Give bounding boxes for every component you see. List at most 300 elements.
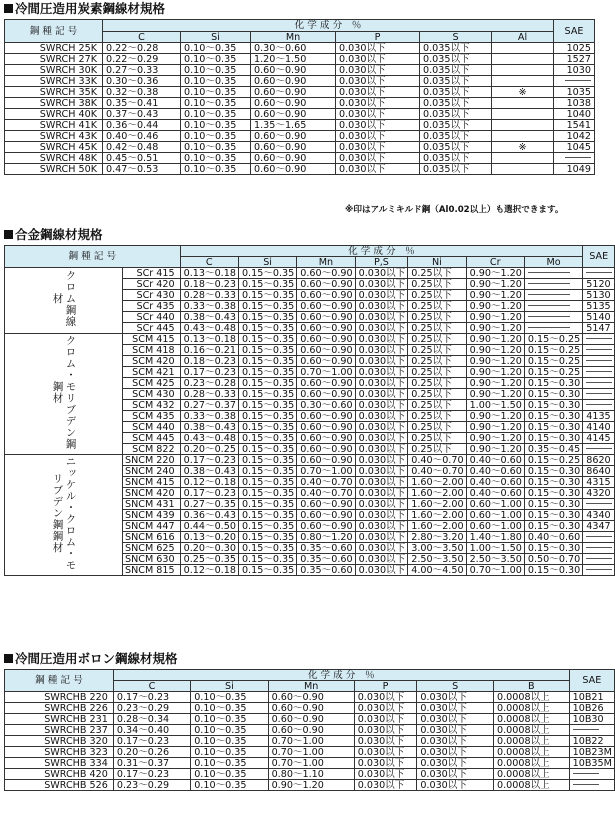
- chem-value: 0.40～0.70: [408, 466, 466, 477]
- steel-grade: SCM 430: [123, 389, 181, 400]
- steel-grade: SCr 420: [123, 279, 181, 290]
- mo-value: [524, 323, 582, 334]
- col-header-p: P: [354, 681, 417, 692]
- dash-line: [586, 382, 612, 383]
- chem-value: 0.90～1.20: [466, 312, 524, 323]
- table-row: [5, 725, 615, 736]
- col-header-mn: Mn: [297, 257, 355, 268]
- mo-value: 0.15～0.30: [524, 433, 582, 444]
- col-header-name: 鋼 種 記 号: [5, 670, 114, 692]
- steel-grade: SNCM 447: [123, 521, 181, 532]
- chem-value: 0.90～1.20: [466, 334, 524, 345]
- al-mark: [492, 109, 554, 120]
- chem-value: 0.030以下: [354, 703, 417, 714]
- chem-value: 0.030以下: [355, 312, 408, 323]
- chem-value: 0.17～0.23: [180, 367, 238, 378]
- table-row: [5, 692, 615, 703]
- sae-value: [583, 565, 615, 576]
- chem-value: 0.10～0.35: [191, 780, 268, 791]
- chem-value: 0.43～0.48: [180, 323, 238, 334]
- chem-value: 0.70～1.00: [297, 367, 355, 378]
- sae-value: 1045: [554, 142, 595, 153]
- chem-value: 0.90～1.20: [466, 433, 524, 444]
- al-mark: [492, 120, 554, 131]
- chem-value: 0.030以下: [355, 433, 408, 444]
- chem-value: 0.25以下: [408, 400, 466, 411]
- chem-value: 0.80～1.20: [297, 532, 355, 543]
- chem-value: 0.60～0.90: [251, 142, 336, 153]
- chem-value: 0.030以下: [355, 334, 408, 345]
- chem-value: 0.23～0.28: [180, 378, 238, 389]
- sae-value: [583, 367, 615, 378]
- dash-line: [586, 360, 612, 361]
- steel-grade: SCM 421: [123, 367, 181, 378]
- chem-value: 0.60～0.90: [251, 131, 336, 142]
- mo-value: 0.15～0.30: [524, 389, 582, 400]
- chem-value: 0.15～0.35: [238, 477, 296, 488]
- col-header-chem: 化 学 成 分 ％: [113, 670, 569, 681]
- dash-line: [586, 536, 612, 537]
- square-bullet-icon: [4, 4, 13, 13]
- table-row: [5, 703, 615, 714]
- chem-value: 0.15～0.35: [238, 488, 296, 499]
- chem-value: 0.70～1.00: [268, 736, 354, 747]
- steel-grade: SWRCH 40K: [5, 109, 103, 120]
- chem-value: 0.60～0.90: [268, 703, 354, 714]
- chem-value: 0.60～0.90: [297, 499, 355, 510]
- chem-value: 0.15～0.35: [238, 378, 296, 389]
- steel-grade: SCM 822: [123, 444, 181, 455]
- chem-value: 0.15～0.35: [238, 323, 296, 334]
- col-header-ni: Ni: [408, 257, 466, 268]
- chem-value: 0.42～0.48: [103, 142, 181, 153]
- dash-line: [586, 404, 612, 405]
- chem-value: 0.25以下: [408, 301, 466, 312]
- sae-value: [569, 769, 614, 780]
- steel-grade: SNCM 431: [123, 499, 181, 510]
- chem-value: 0.22～0.28: [103, 43, 181, 54]
- chem-value: 0.34～0.40: [113, 725, 190, 736]
- table-row: [5, 43, 595, 54]
- chem-value: 0.25以下: [408, 323, 466, 334]
- chem-value: 0.90～1.20: [466, 323, 524, 334]
- group-label: [5, 334, 123, 455]
- carbon-steel-table-wrap: [4, 19, 595, 175]
- steel-grade: SCM 440: [123, 422, 181, 433]
- al-mark: [492, 43, 554, 54]
- steel-grade: SCM 420: [123, 356, 181, 367]
- chem-value: 0.15～0.35: [238, 411, 296, 422]
- chem-value: 0.030以下: [355, 565, 408, 576]
- chem-value: 0.90～1.20: [466, 356, 524, 367]
- chem-value: 0.60～0.90: [268, 714, 354, 725]
- al-mark: [492, 131, 554, 142]
- chem-value: 0.33～0.38: [180, 411, 238, 422]
- dash-line: [573, 729, 599, 730]
- mo-value: 0.15～0.30: [524, 521, 582, 532]
- steel-grade: SWRCH 48K: [5, 153, 103, 164]
- chem-value: 0.035以下: [420, 131, 492, 142]
- chem-value: 0.60～1.00: [466, 499, 524, 510]
- chem-value: 4.00～4.50: [408, 565, 466, 576]
- chem-value: 0.15～0.35: [238, 356, 296, 367]
- chem-value: 0.90～1.20: [466, 290, 524, 301]
- chem-value: 0.70～1.00: [297, 466, 355, 477]
- mo-value: [524, 268, 582, 279]
- chem-value: 0.90～1.20: [466, 345, 524, 356]
- chem-value: 0.030以下: [354, 769, 417, 780]
- chem-value: 0.030以下: [355, 400, 408, 411]
- chem-value: 0.10～0.35: [191, 703, 268, 714]
- dash-line: [528, 305, 570, 306]
- chem-value: 0.35～0.60: [297, 554, 355, 565]
- chem-value: 0.15～0.35: [238, 466, 296, 477]
- sae-value: [583, 378, 615, 389]
- sae-value: 4320: [583, 488, 615, 499]
- chem-value: 0.60～0.90: [297, 279, 355, 290]
- chem-value: 0.18～0.23: [180, 279, 238, 290]
- chem-value: 0.035以下: [420, 54, 492, 65]
- sae-value: [583, 554, 615, 565]
- chem-value: 0.10～0.35: [181, 164, 251, 175]
- chem-value: 0.030以下: [336, 87, 420, 98]
- chem-value: 0.0008以上: [493, 692, 569, 703]
- sae-value: 10B35M: [569, 758, 614, 769]
- col-header-s: S: [420, 32, 492, 43]
- sae-value: 5120: [583, 279, 615, 290]
- al-mark: [492, 153, 554, 164]
- chem-value: 0.25以下: [408, 268, 466, 279]
- section-alloy-steel: [4, 228, 103, 242]
- col-header-c: C: [103, 32, 181, 43]
- chem-value: 0.15～0.35: [238, 499, 296, 510]
- mo-value: 0.15～0.30: [524, 477, 582, 488]
- sae-value: 4347: [583, 521, 615, 532]
- sae-value: 10B22: [569, 736, 614, 747]
- chem-value: 0.25以下: [408, 345, 466, 356]
- chem-value: 0.10～0.35: [181, 142, 251, 153]
- chem-value: 0.60～0.90: [297, 444, 355, 455]
- chem-value: 0.030以下: [336, 164, 420, 175]
- chem-value: 0.60～0.90: [297, 455, 355, 466]
- chem-value: 0.030以下: [354, 758, 417, 769]
- sae-value: 10B21: [569, 692, 614, 703]
- steel-grade: SWRCH 35K: [5, 87, 103, 98]
- table-row: [5, 65, 595, 76]
- chem-value: 0.12～0.18: [180, 565, 238, 576]
- chem-value: 0.60～0.90: [297, 356, 355, 367]
- table-row: [5, 120, 595, 131]
- steel-grade: SNCM 420: [123, 488, 181, 499]
- mo-value: 0.40～0.60: [524, 532, 582, 543]
- chem-value: 0.15～0.35: [238, 301, 296, 312]
- dash-line: [586, 393, 612, 394]
- alloy-steel-table: [4, 245, 615, 576]
- mo-value: 0.15～0.25: [524, 334, 582, 345]
- chem-value: 0.60～0.90: [268, 725, 354, 736]
- chem-value: 0.15～0.35: [238, 334, 296, 345]
- chem-value: 0.030以下: [355, 521, 408, 532]
- chem-value: 0.030以下: [417, 747, 494, 758]
- chem-value: 1.60～2.00: [408, 477, 466, 488]
- chem-value: 0.030以下: [355, 378, 408, 389]
- chem-value: 0.10～0.35: [191, 692, 268, 703]
- chem-value: 0.35～0.41: [103, 98, 181, 109]
- steel-grade: SNCM 240: [123, 466, 181, 477]
- chem-value: 0.030以下: [336, 131, 420, 142]
- steel-grade: SWRCH 50K: [5, 164, 103, 175]
- group-label: [5, 268, 123, 334]
- sae-value: 10B26: [569, 703, 614, 714]
- chem-value: 0.030以下: [355, 290, 408, 301]
- chem-value: 0.035以下: [420, 142, 492, 153]
- chem-value: 0.030以下: [417, 703, 494, 714]
- sae-value: 1527: [554, 54, 595, 65]
- section-boron-steel: [4, 652, 178, 666]
- al-mark: [492, 76, 554, 87]
- table-row: [5, 164, 595, 175]
- chem-value: 1.00～1.50: [466, 543, 524, 554]
- chem-value: 0.25以下: [408, 433, 466, 444]
- col-header-s: S: [417, 681, 494, 692]
- col-header-sae: SAE: [569, 670, 614, 692]
- chem-value: 0.030以下: [355, 389, 408, 400]
- dash-line: [565, 157, 591, 158]
- chem-value: 1.60～2.00: [408, 510, 466, 521]
- mo-value: 0.15～0.30: [524, 565, 582, 576]
- steel-grade: SCr 430: [123, 290, 181, 301]
- chem-value: 0.030以下: [355, 279, 408, 290]
- steel-grade: SCM 435: [123, 411, 181, 422]
- col-header-sae: SAE: [583, 246, 615, 268]
- steel-grade: SNCM 616: [123, 532, 181, 543]
- sae-value: [569, 725, 614, 736]
- chem-value: 0.035以下: [420, 153, 492, 164]
- chem-value: 0.90～1.20: [466, 444, 524, 455]
- col-header-cr: Cr: [466, 257, 524, 268]
- chem-value: 0.0008以上: [493, 736, 569, 747]
- mo-value: 0.50～0.70: [524, 554, 582, 565]
- dash-line: [565, 80, 591, 81]
- chem-value: 0.33～0.38: [180, 301, 238, 312]
- steel-grade: SWRCHB 320: [5, 736, 114, 747]
- steel-grade: SWRCHB 231: [5, 714, 114, 725]
- chem-value: 0.60～0.90: [297, 290, 355, 301]
- sae-value: [554, 153, 595, 164]
- chem-value: 0.030以下: [417, 692, 494, 703]
- steel-grade: SCM 432: [123, 400, 181, 411]
- steel-grade: SWRCHB 220: [5, 692, 114, 703]
- chem-value: 0.90～1.20: [466, 411, 524, 422]
- chem-value: 0.30～0.36: [103, 76, 181, 87]
- chem-value: 0.10～0.35: [181, 54, 251, 65]
- chem-value: 0.035以下: [420, 87, 492, 98]
- chem-value: 0.030以下: [355, 444, 408, 455]
- al-mark: [492, 98, 554, 109]
- chem-value: 0.030以下: [336, 76, 420, 87]
- chem-value: 0.10～0.35: [181, 98, 251, 109]
- chem-value: 0.27～0.33: [103, 65, 181, 76]
- al-mark: [492, 65, 554, 76]
- chem-value: 0.70～1.00: [268, 758, 354, 769]
- chem-value: 0.030以下: [336, 65, 420, 76]
- chem-value: 0.10～0.35: [181, 65, 251, 76]
- chem-value: 1.60～2.00: [408, 521, 466, 532]
- sae-value: [583, 400, 615, 411]
- chem-value: 0.10～0.35: [191, 747, 268, 758]
- steel-grade: SWRCH 43K: [5, 131, 103, 142]
- chem-value: 0.030以下: [417, 725, 494, 736]
- chem-value: 0.20～0.25: [180, 444, 238, 455]
- col-header-c: C: [113, 681, 190, 692]
- sae-value: 1040: [554, 109, 595, 120]
- chem-value: 0.030以下: [336, 98, 420, 109]
- steel-grade: SCr 435: [123, 301, 181, 312]
- chem-value: 0.90～1.20: [466, 301, 524, 312]
- steel-grade: SNCM 439: [123, 510, 181, 521]
- dash-line: [586, 558, 612, 559]
- dash-line: [573, 784, 599, 785]
- steel-grade: SWRCHB 323: [5, 747, 114, 758]
- chem-value: 0.60～0.90: [297, 411, 355, 422]
- steel-grade: SNCM 220: [123, 455, 181, 466]
- section-title: 冷間圧造用ボロン鋼線材規格: [4, 652, 178, 666]
- chem-value: 0.030以下: [354, 725, 417, 736]
- chem-value: 0.60～0.90: [251, 98, 336, 109]
- steel-grade: SWRCH 45K: [5, 142, 103, 153]
- col-header-name: 鋼 種 記 号: [5, 20, 103, 43]
- table-row: [5, 714, 615, 725]
- table-row: [5, 98, 595, 109]
- dash-line: [586, 272, 612, 273]
- mo-value: [524, 312, 582, 323]
- chem-value: 0.35～0.60: [297, 543, 355, 554]
- sae-value: [554, 76, 595, 87]
- chem-value: 0.030以下: [354, 780, 417, 791]
- steel-grade: SCr 415: [123, 268, 181, 279]
- chem-value: 0.0008以上: [493, 758, 569, 769]
- chem-value: 0.15～0.35: [238, 455, 296, 466]
- chem-value: 1.60～2.00: [408, 499, 466, 510]
- mo-value: [524, 290, 582, 301]
- chem-value: 0.035以下: [420, 65, 492, 76]
- chem-value: 0.030以下: [355, 411, 408, 422]
- table-row: [5, 268, 615, 279]
- chem-value: 0.28～0.34: [113, 714, 190, 725]
- section-carbon-steel: [4, 2, 165, 16]
- chem-value: 0.15～0.35: [238, 367, 296, 378]
- chem-value: 0.12～0.18: [180, 477, 238, 488]
- chem-value: 0.60～0.90: [251, 87, 336, 98]
- chem-value: 0.030以下: [417, 780, 494, 791]
- dash-line: [528, 272, 570, 273]
- dash-line: [586, 503, 612, 504]
- chem-value: 0.16～0.21: [180, 345, 238, 356]
- chem-value: 0.40～0.60: [466, 466, 524, 477]
- chem-value: 0.60～0.90: [297, 312, 355, 323]
- col-header-si: Si: [238, 257, 296, 268]
- mo-value: 0.15～0.30: [524, 466, 582, 477]
- chem-value: 0.17～0.23: [180, 455, 238, 466]
- chem-value: 0.60～0.90: [251, 76, 336, 87]
- chem-value: 2.80～3.20: [408, 532, 466, 543]
- chem-value: 1.35～1.65: [251, 120, 336, 131]
- sae-value: 1030: [554, 65, 595, 76]
- chem-value: 0.44～0.50: [180, 521, 238, 532]
- chem-value: 0.030以下: [336, 109, 420, 120]
- chem-value: 0.0008以上: [493, 725, 569, 736]
- mo-value: 0.15～0.30: [524, 400, 582, 411]
- chem-value: 0.030以下: [417, 758, 494, 769]
- chem-value: 0.90～1.20: [466, 367, 524, 378]
- dash-line: [528, 316, 570, 317]
- chem-value: 0.47～0.53: [103, 164, 181, 175]
- chem-value: 0.10～0.35: [181, 76, 251, 87]
- col-header-p: P: [336, 32, 420, 43]
- dash-line: [586, 371, 612, 372]
- chem-value: 0.030以下: [355, 268, 408, 279]
- chem-value: 0.38～0.43: [180, 312, 238, 323]
- col-header-sae: SAE: [554, 20, 595, 43]
- chem-value: 0.030以下: [336, 142, 420, 153]
- table-row: [5, 769, 615, 780]
- sae-value: [583, 268, 615, 279]
- chem-value: 0.38～0.43: [180, 466, 238, 477]
- chem-value: 0.030以下: [417, 736, 494, 747]
- chem-value: 0.25以下: [408, 411, 466, 422]
- chem-value: 0.28～0.33: [180, 290, 238, 301]
- chem-value: 0.030以下: [355, 422, 408, 433]
- chem-value: 0.15～0.35: [238, 400, 296, 411]
- sae-value: 4340: [583, 510, 615, 521]
- chem-value: 0.030以下: [354, 747, 417, 758]
- chem-value: 0.10～0.35: [191, 758, 268, 769]
- chem-value: 1.00～1.50: [466, 400, 524, 411]
- mo-value: 0.15～0.30: [524, 422, 582, 433]
- chem-value: 0.10～0.35: [191, 769, 268, 780]
- chem-value: 0.60～0.90: [297, 345, 355, 356]
- col-header-name: 鋼 種 記 号: [5, 246, 181, 268]
- chem-value: 0.25以下: [408, 279, 466, 290]
- chem-value: 0.15～0.35: [238, 554, 296, 565]
- sae-value: [583, 532, 615, 543]
- chem-value: 0.10～0.35: [191, 736, 268, 747]
- chem-value: 2.50～3.50: [408, 554, 466, 565]
- boron-steel-table: [4, 669, 615, 791]
- chem-value: 0.030以下: [355, 345, 408, 356]
- chem-value: 0.25以下: [408, 389, 466, 400]
- chem-value: 0.22～0.29: [103, 54, 181, 65]
- chem-value: 0.15～0.35: [238, 543, 296, 554]
- chem-value: 0.030以下: [355, 477, 408, 488]
- chem-value: 0.0008以上: [493, 769, 569, 780]
- sae-value: 4135: [583, 411, 615, 422]
- chem-value: 1.40～1.80: [466, 532, 524, 543]
- chem-value: 0.27～0.35: [180, 499, 238, 510]
- steel-grade: SWRCHB 237: [5, 725, 114, 736]
- sae-value: [583, 389, 615, 400]
- sae-value: 10B30: [569, 714, 614, 725]
- steel-grade: SNCM 630: [123, 554, 181, 565]
- chem-value: 0.37～0.43: [103, 109, 181, 120]
- mo-value: 0.15～0.25: [524, 455, 582, 466]
- chem-value: 0.10～0.35: [191, 725, 268, 736]
- mo-value: 0.15～0.30: [524, 378, 582, 389]
- chem-value: 0.60～0.90: [297, 323, 355, 334]
- chem-value: 0.030以下: [355, 499, 408, 510]
- al-mark: [492, 54, 554, 65]
- chem-value: 0.17～0.23: [113, 736, 190, 747]
